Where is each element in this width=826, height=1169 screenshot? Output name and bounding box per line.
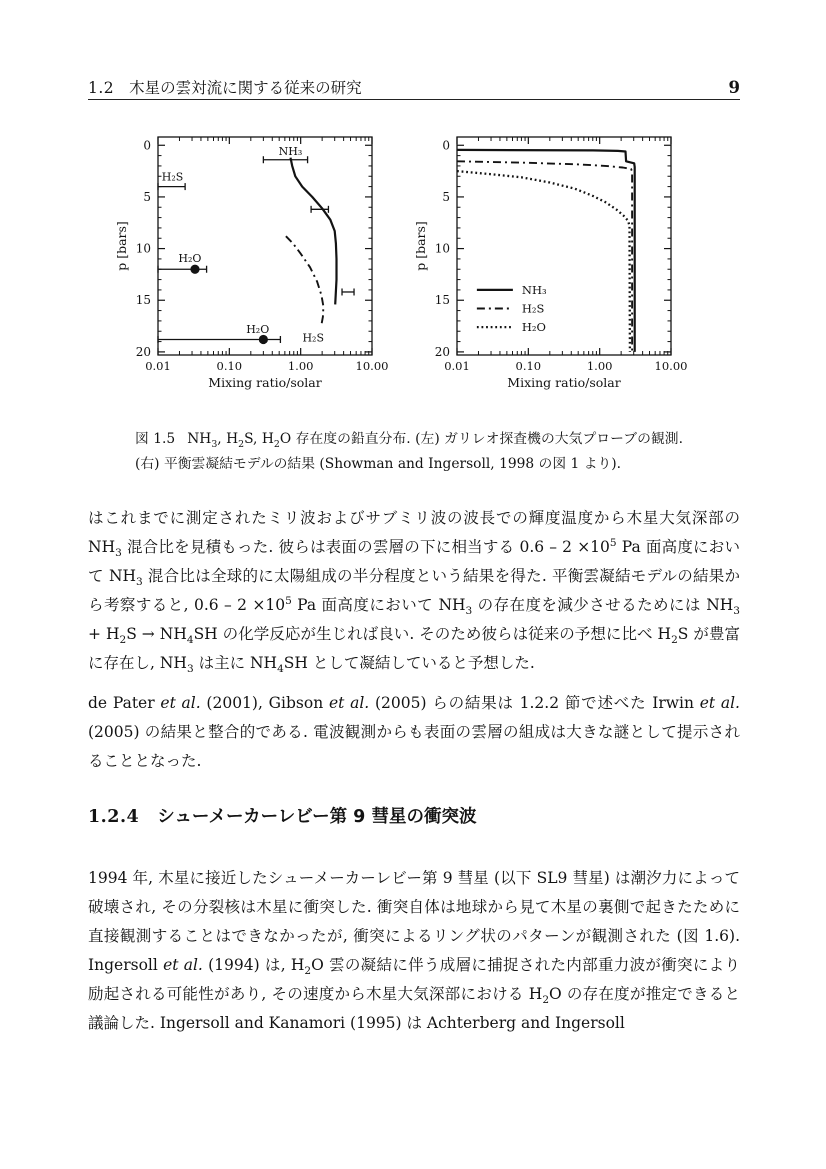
figure-1-5 bbox=[0, 123, 826, 413]
paragraph-de-pater: de Pater et al. (2001), Gibson et al. (2005) らの結果は 1.2.2 節で述べた Irwin et al. (2005) の結果と整合的である. 電波観測からも表面の雲層の組成は大きな謎として提示されることとなった. bbox=[88, 694, 740, 771]
svg-text:1.00: 1.00 bbox=[287, 359, 314, 373]
svg-text:Mixing ratio/solar: Mixing ratio/solar bbox=[208, 375, 322, 390]
svg-text:0.10: 0.10 bbox=[216, 359, 243, 373]
section-heading-title: シューメーカーレビー第 9 彗星の衝突波 bbox=[157, 807, 477, 827]
svg-text:NH₃: NH₃ bbox=[278, 144, 303, 158]
running-head-section-number: 1.2 bbox=[88, 79, 115, 97]
svg-text:p [bars]: p [bars] bbox=[413, 221, 428, 271]
svg-text:0: 0 bbox=[442, 138, 450, 153]
svg-text:H₂S: H₂S bbox=[521, 301, 545, 316]
svg-text:H₂S: H₂S bbox=[161, 170, 184, 184]
svg-text:H₂O: H₂O bbox=[178, 251, 202, 265]
svg-text:NH₃: NH₃ bbox=[521, 282, 547, 297]
svg-text:10.00: 10.00 bbox=[654, 359, 688, 373]
svg-text:15: 15 bbox=[135, 293, 151, 308]
svg-text:0.10: 0.10 bbox=[515, 359, 542, 373]
svg-text:5: 5 bbox=[442, 189, 450, 204]
svg-text:0.01: 0.01 bbox=[145, 359, 171, 373]
svg-text:1.00: 1.00 bbox=[586, 359, 613, 373]
svg-text:15: 15 bbox=[434, 293, 450, 308]
section-heading-number: 1.2.4 bbox=[88, 807, 140, 827]
svg-text:H₂S: H₂S bbox=[302, 331, 325, 345]
svg-text:Mixing ratio/solar: Mixing ratio/solar bbox=[507, 375, 621, 390]
running-head-title: 木星の雲対流に関する従来の研究 bbox=[129, 79, 362, 97]
svg-text:H₂O: H₂O bbox=[521, 320, 546, 335]
svg-text:10: 10 bbox=[135, 241, 151, 256]
svg-text:0.01: 0.01 bbox=[444, 359, 470, 373]
figure-caption-text: $NH_3$, $H_2S$, $H_2O$ 存在度の鉛直分布. (左) ガリレオ探査機の大気プローブの観測. (右) 平衡雲凝結モデルの結果 (Showman and Ingersoll, 1998 の図 1 より). bbox=[135, 431, 683, 472]
svg-text:10: 10 bbox=[434, 241, 450, 256]
svg-text:20: 20 bbox=[135, 344, 151, 359]
svg-text:10.00: 10.00 bbox=[355, 359, 389, 373]
right-plot-condensation-model bbox=[413, 123, 713, 413]
svg-text:0: 0 bbox=[143, 138, 151, 153]
paragraph-sl9: 1994 年, 木星に接近したシューメーカーレビー第 9 彗星 (以下 SL9 彗星) は潮汐力によって破壊され, その分裂核は木星に衝突した. 衝突自体は地球から見て木星の裏側で起きたために直接観測することはできなかったが, 衝突によるリング状のパターンが観測された (図 1.6). Ingersoll et al. (1994) は, $H_2O$ 雲の凝結に伴う成層に捕捉された内部重力波が衝突により励起される可能性があり, その速度から木星大気深部における $H_2O$ の存在度が推定できると議論した. Ingersoll and Kanamori (1995) は Achterberg and Ingersoll bbox=[88, 869, 740, 1033]
svg-text:p [bars]: p [bars] bbox=[114, 221, 129, 271]
svg-text:5: 5 bbox=[143, 189, 151, 204]
svg-text:H₂O: H₂O bbox=[246, 323, 270, 337]
section-heading bbox=[88, 803, 740, 828]
header-rule bbox=[88, 99, 740, 100]
paragraph-radio-observations: はこれまでに測定されたミリ波およびサブミリ波の波長での輝度温度から木星大気深部の $NH_3$ 混合比を見積もった. 彼らは表面の雲層の下に相当する $0.6 - 2 \times 10^5$ Pa 面高度において $NH_3$ 混合比は全球的に太陽組成の半分程度という結果を得た. 平衡雲凝結モデルの結果から考察すると, $0.6 - 2 \times 10^5$ Pa 面高度において $NH_3$ の存在度を減少させるためには $NH_3 + H_2S \to NH_4SH$ の化学反応が生じれば良い. そのため彼らは従来の予想に比べ $H_2S$ が豊富に存在し, $NH_3$ は主に $NH_4SH$ として凝結していると予想した. bbox=[88, 509, 741, 676]
left-plot-galileo-probe bbox=[114, 123, 414, 413]
running-head bbox=[88, 76, 740, 98]
figure-caption-label: 図 1.5 bbox=[135, 431, 176, 447]
figure-caption bbox=[135, 427, 683, 476]
svg-text:20: 20 bbox=[434, 344, 450, 359]
page-number: 9 bbox=[728, 78, 740, 97]
